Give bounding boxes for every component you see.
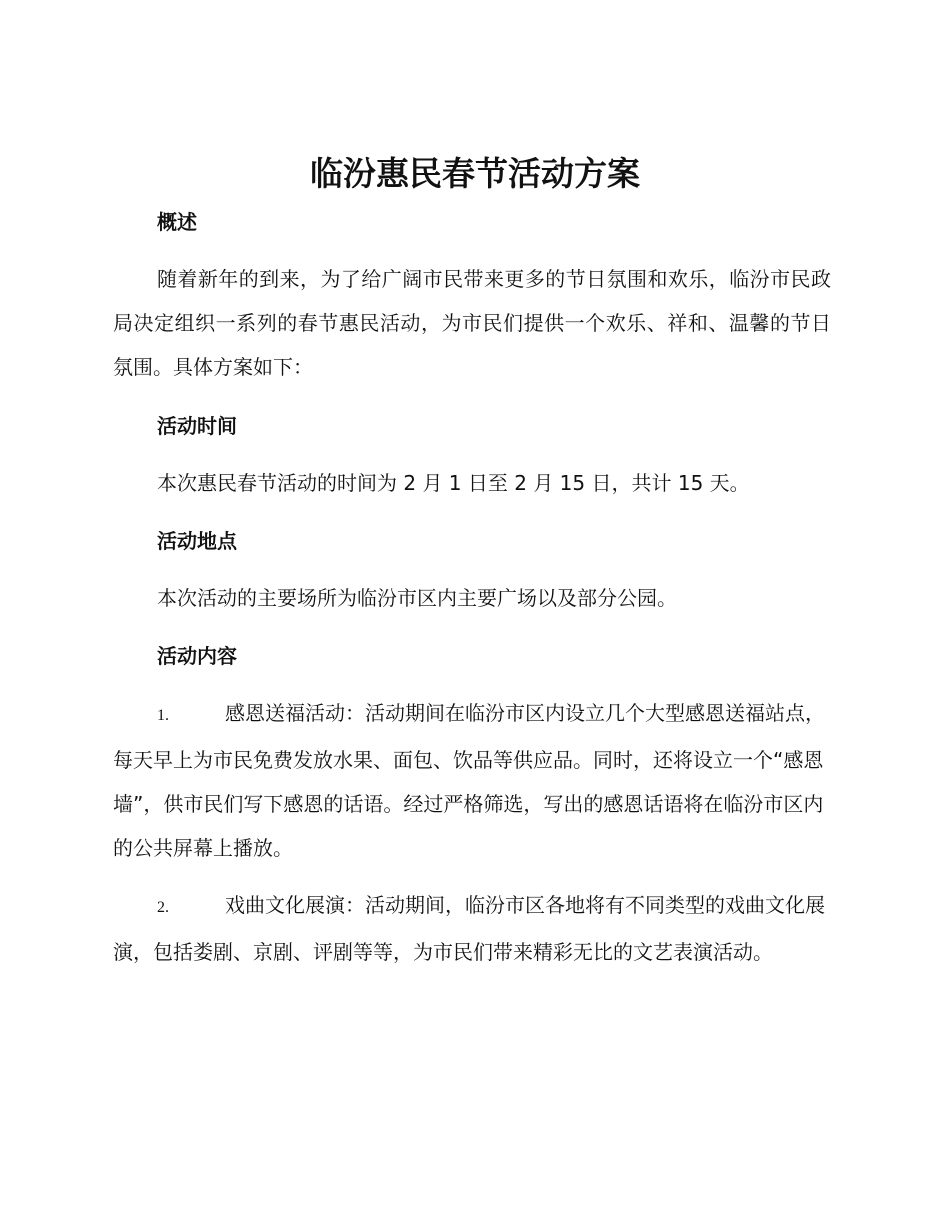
- section-heading-overview: 概述: [157, 210, 197, 234]
- section-heading-location: 活动地点: [157, 529, 237, 553]
- list-item: [113, 691, 831, 870]
- list-item-text: 戏曲文化展演：活动期间，临汾市区各地将有不同类型的戏曲文化展演，包括娄剧、京剧、评剧等等，为市民们带来精彩无比的文艺表演活动。: [113, 893, 825, 964]
- section-heading-content: 活动内容: [157, 644, 237, 668]
- list-item-text: 感恩送福活动：活动期间在临汾市区内设立几个大型感恩送福站点，每天早上为市民免费发放水果、面包、饮品等供应品。同时，还将设立一个“感恩墙”，供市民们写下感恩的话语。经过严格筛选，写出的感恩话语将在临汾市区内的公共屏幕上播放。: [113, 701, 825, 860]
- list-item-number: 2.: [157, 899, 169, 916]
- list-item-number: 1.: [157, 707, 169, 724]
- list-item: [113, 883, 831, 974]
- time-paragraph: 本次惠民春节活动的时间为 2 月 1 日至 2 月 15 日，共计 15 天。: [157, 471, 750, 495]
- section-heading-time: 活动时间: [157, 414, 237, 438]
- overview-paragraph: 随着新年的到来，为了给广阔市民带来更多的节日氛围和欢乐，临汾市民政局决定组织一系列的春节惠民活动，为市民们提供一个欢乐、祥和、温馨的节日氛围。具体方案如下：: [113, 267, 831, 379]
- document-title: 临汾惠民春节活动方案: [310, 154, 640, 193]
- location-paragraph: 本次活动的主要场所为临汾市区内主要广场以及部分公园。: [157, 586, 677, 610]
